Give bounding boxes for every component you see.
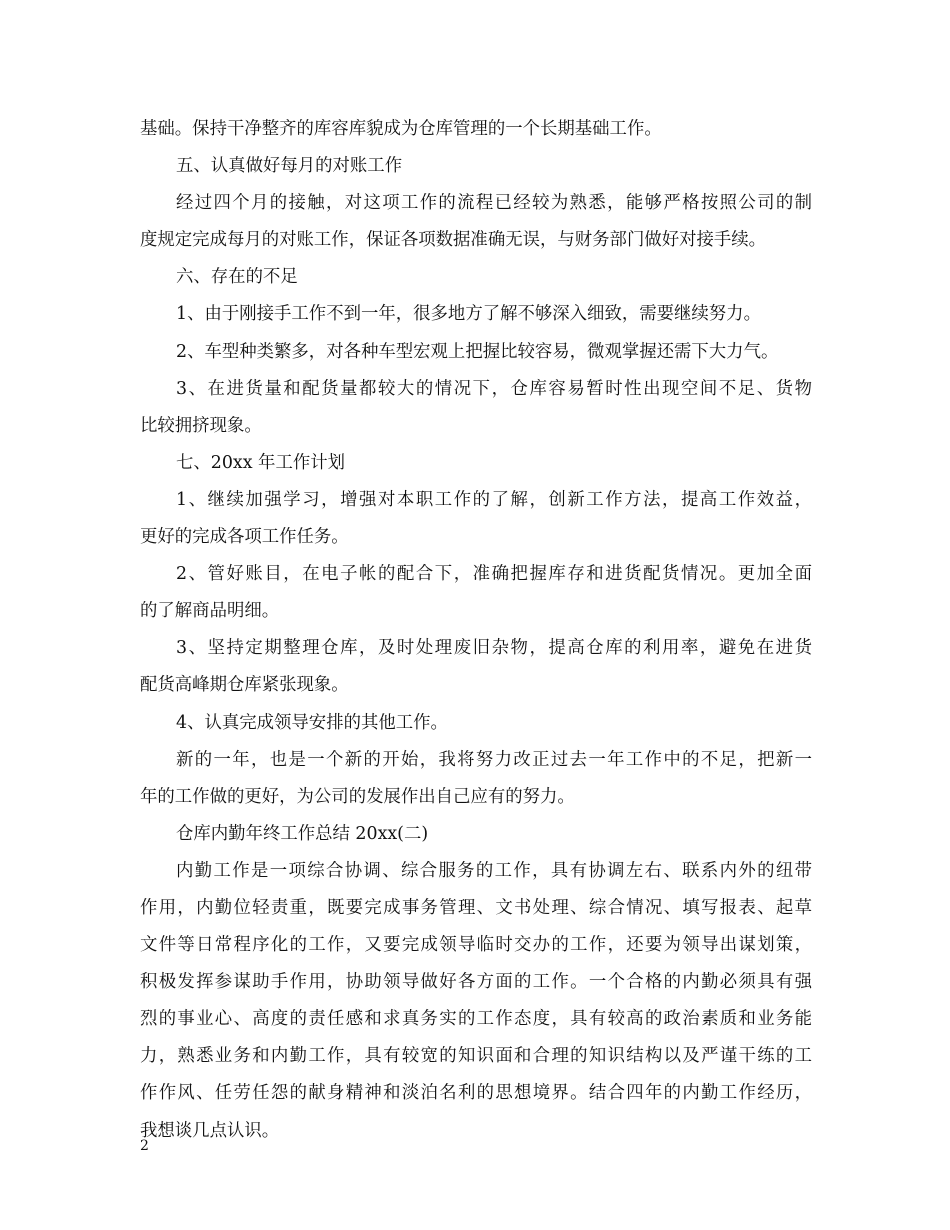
section-heading: 五、认真做好每月的对账工作 — [176, 156, 403, 177]
list-item: 1、由于刚接手工作不到一年，很多地方了解不够深入细致，需要继续努力。 — [176, 304, 761, 325]
page-number: 2 — [140, 1138, 149, 1154]
list-item: 2、管好账目，在电子帐的配合下，准确把握库存和进货配货情况。更加全面 — [176, 564, 812, 585]
section-heading: 七、20xx 年工作计划 — [176, 452, 346, 473]
paragraph-line: 度规定完成每月的对账工作，保证各项数据准确无误，与财务部门做好对接手续。 — [140, 230, 767, 251]
paragraph-line: 基础。保持干净整齐的库容库貌成为仓库管理的一个长期基础工作。 — [140, 119, 662, 139]
paragraph-line: 年的工作做的更好，为公司的发展作出自己应有的努力。 — [140, 786, 575, 807]
list-item: 1、继续加强学习，增强对本职工作的了解，创新工作方法，提高工作效益， — [176, 489, 812, 510]
paragraph-line: 的了解商品明细。 — [140, 601, 280, 622]
paragraph-line: 文件等日常程序化的工作，又要完成领导临时交办的工作，还要为领导出谋划策， — [140, 935, 812, 956]
paragraph-line: 作用，内勤位轻责重，既要完成事务管理、文书处理、综合情况、填写报表、起草 — [140, 897, 812, 918]
paragraph-line: 经过四个月的接触，对这项工作的流程已经较为熟悉，能够严格按照公司的制 — [176, 193, 812, 214]
list-item: 4、认真完成领导安排的其他工作。 — [176, 712, 448, 733]
paragraph-line: 烈的事业心、高度的责任感和求真务实的工作态度，具有较高的政治素质和业务能 — [140, 1009, 812, 1030]
paragraph-line: 更好的完成各项工作任务。 — [140, 527, 349, 548]
paragraph-line: 力，熟悉业务和内勤工作，具有较宽的知识面和合理的知识结构以及严谨干练的工 — [140, 1046, 812, 1067]
paragraph-line: 比较拥挤现象。 — [140, 415, 262, 436]
list-item: 3、坚持定期整理仓库，及时处理废旧杂物，提高仓库的利用率，避免在进货 — [176, 638, 812, 659]
list-item: 3、在进货量和配货量都较大的情况下，仓库容易暂时性出现空间不足、货物 — [176, 378, 812, 399]
paragraph-line: 我想谈几点认识。 — [140, 1120, 280, 1141]
paragraph-line: 配货高峰期仓库紧张现象。 — [140, 675, 349, 696]
paragraph-line: 积极发挥参谋助手作用，协助领导做好各方面的工作。一个合格的内勤必须具有强 — [140, 972, 812, 993]
paragraph-line: 内勤工作是一项综合协调、综合服务的工作，具有协调左右、联系内外的纽带 — [176, 860, 812, 881]
section-heading: 仓库内勤年终工作总结 20xx(二) — [176, 823, 429, 844]
paragraph-line: 新的一年，也是一个新的开始，我将努力改正过去一年工作中的不足，把新一 — [176, 749, 812, 770]
document-body — [140, 111, 812, 1150]
paragraph-line: 作作风、任劳任怨的献身精神和淡泊名利的思想境界。结合四年的内勤工作经历， — [140, 1083, 812, 1104]
section-heading: 六、存在的不足 — [176, 267, 298, 288]
list-item: 2、车型种类繁多，对各种车型宏观上把握比较容易，微观掌握还需下大力气。 — [176, 341, 779, 362]
